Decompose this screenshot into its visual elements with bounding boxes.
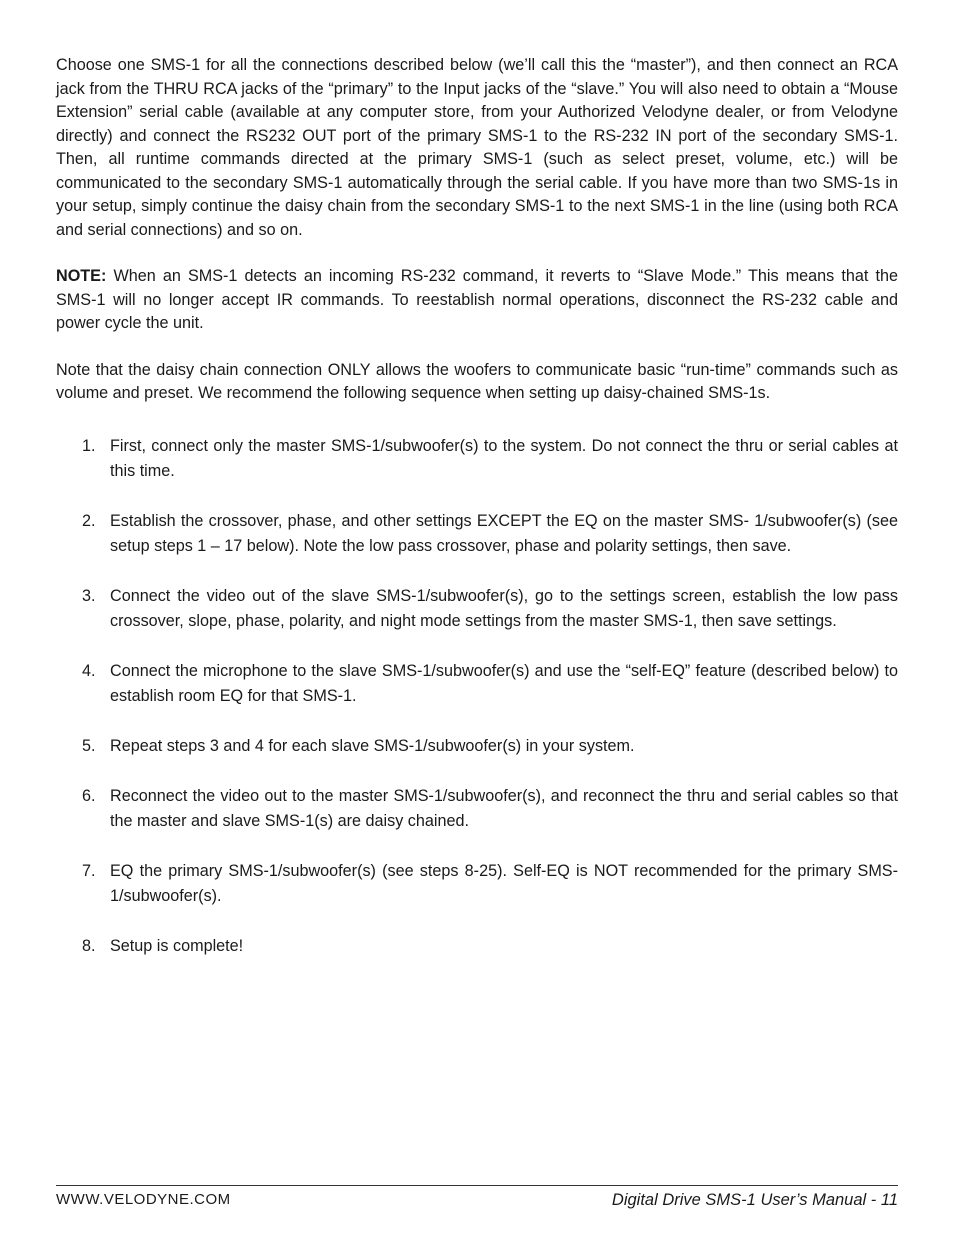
list-item (56, 509, 898, 559)
list-item (56, 784, 898, 834)
step-number: 6. (82, 786, 96, 805)
list-item (56, 584, 898, 634)
step-text: Setup is complete! (110, 936, 244, 955)
step-text: Connect the microphone to the slave SMS-1/subwoofer(s) and use the “self-EQ” feature (described below) to establish room EQ for that SMS-1. (110, 661, 898, 705)
step-number: 3. (82, 586, 96, 605)
step-text: First, connect only the master SMS-1/subwoofer(s) to the system. Do not connect the thru or serial cables at this time. (110, 436, 898, 480)
step-text: Connect the video out of the slave SMS-1/subwoofer(s), go to the settings screen, establish the low pass crossover, slope, phase, polarity, and night mode settings from the master SMS-1, then save settings. (110, 586, 898, 630)
step-text: EQ the primary SMS-1/subwoofer(s) (see steps 8-25). Self-EQ is NOT recommended for the primary SMS-1/subwoofer(s). (110, 861, 898, 905)
footer-website: WWW.VELODYNE.COM (56, 1191, 231, 1208)
step-number: 2. (82, 511, 96, 530)
setup-steps-list (56, 434, 898, 959)
step-text: Establish the crossover, phase, and other settings EXCEPT the EQ on the master SMS- 1/subwoofer(s) (see setup steps 1 – 17 below). Note the low pass crossover, phase and polarity settings, then save. (110, 511, 898, 555)
step-text: Repeat steps 3 and 4 for each slave SMS-1/subwoofer(s) in your system. (110, 736, 635, 755)
note-text: When an SMS-1 detects an incoming RS-232 command, it reverts to “Slave Mode.” This means that the SMS-1 will no longer accept IR commands. To reestablish normal operations, disconnect the RS-232 cable and power cycle the unit. (56, 267, 898, 332)
page-body (56, 54, 898, 984)
step-number: 1. (82, 436, 96, 455)
step-number: 4. (82, 661, 96, 680)
step-number: 5. (82, 736, 96, 755)
list-item (56, 434, 898, 484)
footer-page-label: Digital Drive SMS-1 User’s Manual - 11 (611, 1191, 898, 1209)
list-item (56, 859, 898, 909)
note-label: NOTE: (56, 267, 107, 285)
list-item (56, 659, 898, 709)
intro-paragraph: Choose one SMS-1 for all the connections described below (we’ll call this the “master”), and then connect an RCA jack from the THRU RCA jacks of the “primary” to the Input jacks of the “slave.” You will also need to obtain a “Mouse Extension” serial cable (available at any computer store, from your Authorized Velodyne dealer, or from Velodyne directly) and connect the RS232 OUT port of the primary SMS-1 to the RS-232 IN port of the secondary SMS-1. Then, all runtime commands directed at the primary SMS-1 (such as select preset, volume, etc.) will be communicated to the secondary SMS-1 automatically through the serial cable. If you have more than two SMS-1s in your setup, simply continue the daisy chain from the secondary SMS-1 to the next SMS-1 in the line (using both RCA and serial connections) and so on. (56, 56, 898, 239)
step-text: Reconnect the video out to the master SMS-1/subwoofer(s), and reconnect the thru and serial cables so that the master and slave SMS-1(s) are daisy chained. (110, 786, 898, 830)
step-number: 8. (82, 936, 96, 955)
footer-divider (56, 1185, 898, 1186)
list-item (56, 934, 898, 959)
list-item (56, 734, 898, 759)
note-paragraph (56, 265, 898, 336)
daisy-chain-paragraph: Note that the daisy chain connection ONLY allows the woofers to communicate basic “run-time” commands such as volume and preset. We recommend the following sequence when setting up daisy-chained SMS-1s. (56, 360, 898, 402)
step-number: 7. (82, 861, 96, 880)
